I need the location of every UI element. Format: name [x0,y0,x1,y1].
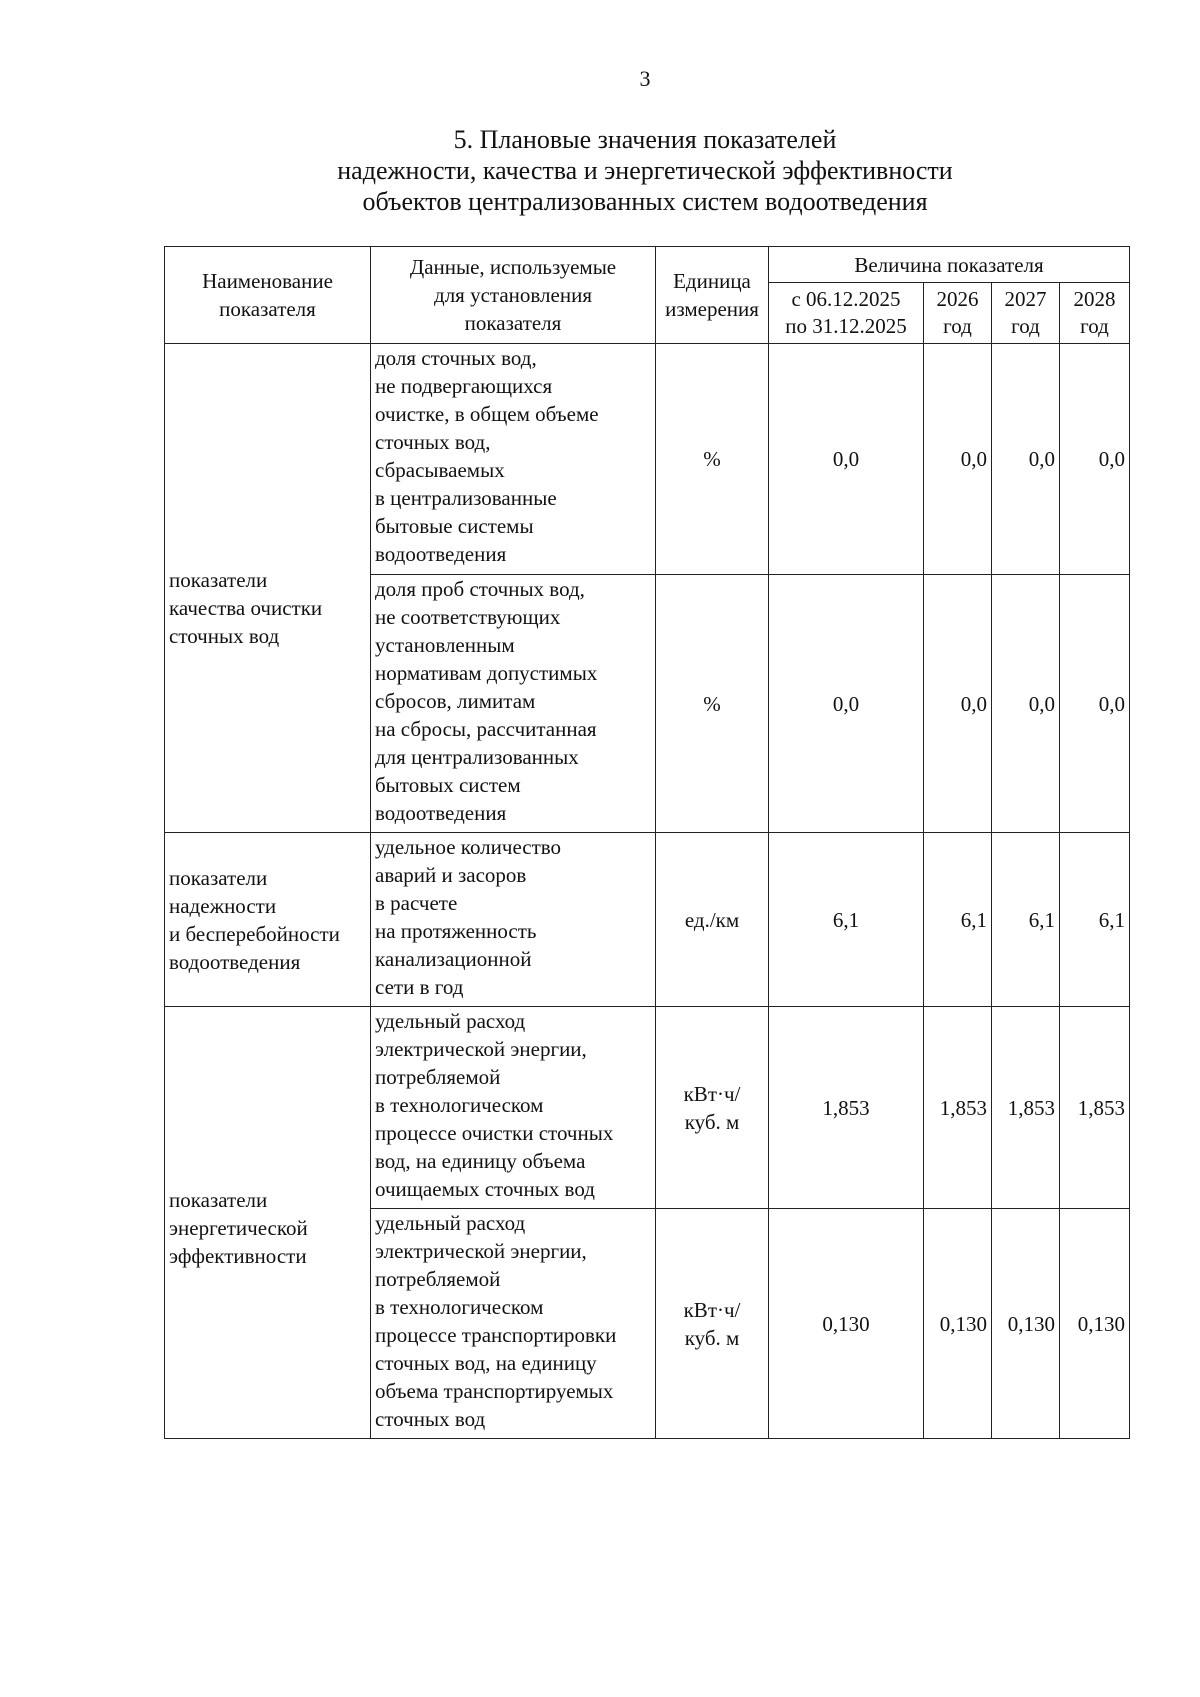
value-2026: 0,0 [924,575,992,833]
header-period-2028: 2028 год [1060,283,1130,344]
row-unit: % [656,344,769,575]
value-2026: 6,1 [924,833,992,1007]
group-name-energy: показатели энергетической эффективности [165,1007,371,1439]
row-description: доля сточных вод, не подвергающихся очистке, в общем объеме сточных вод, сбрасываемых в централизованные бытовые системы водоотведения [371,344,656,575]
value-2026: 0,0 [924,344,992,575]
row-description: удельное количество аварий и засоров в расчете на протяженность канализационной сети в год [371,833,656,1007]
header-unit: Единица измерения [656,247,769,344]
table-row [165,833,1130,1007]
value-2025: 0,0 [769,575,924,833]
group-name-quality: показатели качества очистки сточных вод [165,344,371,833]
document-heading [0,124,1200,217]
value-2027: 1,853 [992,1007,1060,1209]
value-2026: 1,853 [924,1007,992,1209]
indicators-table [164,246,1130,1439]
header-value-group: Величина показателя [769,247,1130,283]
heading-line-1: 5. Плановые значения показателей [453,125,837,154]
value-2028: 1,853 [1060,1007,1130,1209]
header-data-used: Данные, используемые для установления показателя [371,247,656,344]
header-period-2026: 2026 год [924,283,992,344]
value-2025: 0,130 [769,1209,924,1439]
header-indicator-name: Наименование показателя [165,247,371,344]
row-unit: кВт·ч/ куб. м [656,1209,769,1439]
value-2027: 6,1 [992,833,1060,1007]
group-name-reliability: показатели надежности и бесперебойности водоотведения [165,833,371,1007]
heading-line-3: объектов централизованных систем водоотведения [362,187,928,216]
header-period-2027: 2027 год [992,283,1060,344]
value-2028: 0,130 [1060,1209,1130,1439]
row-description: удельный расход электрической энергии, потребляемой в технологическом процессе очистки сточных вод, на единицу объема очищаемых сточных вод [371,1007,656,1209]
row-unit: кВт·ч/ куб. м [656,1007,769,1209]
value-2028: 0,0 [1060,344,1130,575]
row-description: доля проб сточных вод, не соответствующих установленным нормативам допустимых сбросов, лимитам на сбросы, рассчитанная для централизованных бытовых систем водоотведения [371,575,656,833]
value-2027: 0,130 [992,1209,1060,1439]
table-row [165,1007,1130,1209]
table-row [165,344,1130,575]
value-2025: 1,853 [769,1007,924,1209]
value-2026: 0,130 [924,1209,992,1439]
value-2027: 0,0 [992,575,1060,833]
value-2028: 0,0 [1060,575,1130,833]
row-unit: ед./км [656,833,769,1007]
header-period-2025: с 06.12.2025 по 31.12.2025 [769,283,924,344]
value-2028: 6,1 [1060,833,1130,1007]
row-unit: % [656,575,769,833]
row-description: удельный расход электрической энергии, потребляемой в технологическом процессе транспортировки сточных вод, на единицу объема транспортируемых сточных вод [371,1209,656,1439]
value-2025: 0,0 [769,344,924,575]
page-number: 3 [639,66,651,91]
value-2025: 6,1 [769,833,924,1007]
value-2027: 0,0 [992,344,1060,575]
heading-line-2: надежности, качества и энергетической эффективности [337,156,953,185]
